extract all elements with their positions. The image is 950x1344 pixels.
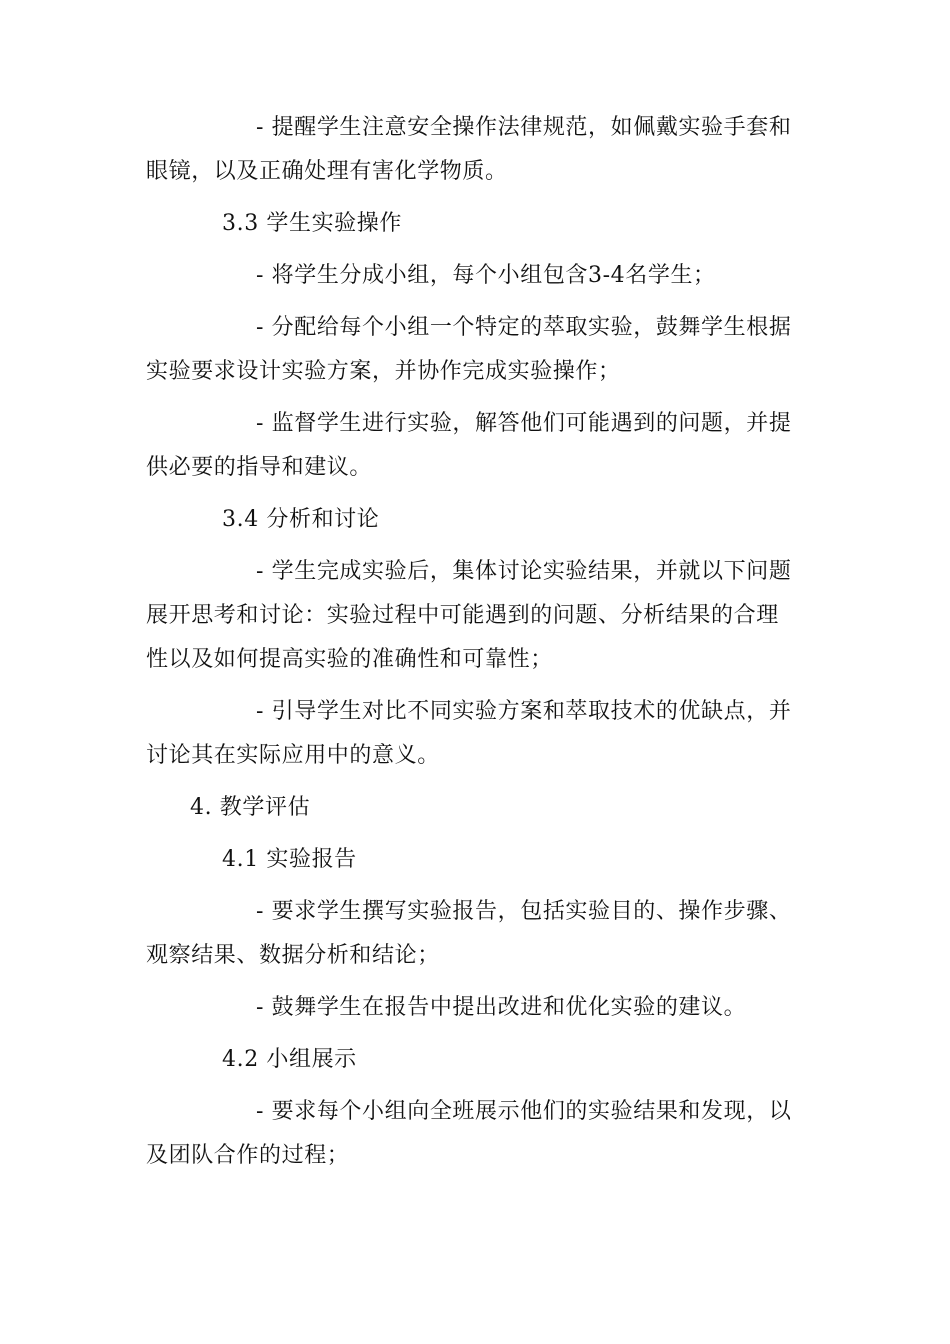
- paragraph-report-suggestions: - 鼓舞学生在报告中提出改进和优化实验的建议。: [256, 995, 747, 1020]
- paragraph-safety: - 提醒学生注意安全操作法律规范，如佩戴实验手套和眼镜，以及正确处理有害化学物质。: [146, 115, 792, 184]
- section-heading-4-1: 4.1 实验报告: [222, 847, 357, 872]
- paragraph-report-requirements: - 要求学生撰写实验报告，包括实验目的、操作步骤、观察结果、数据分析和结论；: [146, 899, 792, 968]
- paragraph-assign-experiment: - 分配给每个小组一个特定的萃取实验，鼓舞学生根据实验要求设计实验方案，并协作完成实验操作；: [146, 315, 792, 384]
- section-heading-3-3: 3.3 学生实验操作: [222, 211, 402, 236]
- paragraph-compare: - 引导学生对比不同实验方案和萃取技术的优缺点，并讨论其在实际应用中的意义。: [146, 699, 792, 768]
- section-heading-3-4: 3.4 分析和讨论: [222, 507, 380, 532]
- section-heading-4-2: 4.2 小组展示: [222, 1047, 357, 1072]
- paragraph-grouping: - 将学生分成小组，每个小组包含3-4名学生；: [256, 263, 716, 288]
- paragraph-supervise: - 监督学生进行实验，解答他们可能遇到的问题，并提供必要的指导和建议。: [146, 411, 792, 480]
- section-heading-4: 4. 教学评估: [190, 795, 311, 820]
- paragraph-group-presentation: - 要求每个小组向全班展示他们的实验结果和发现，以及团队合作的过程；: [146, 1099, 792, 1168]
- paragraph-discussion: - 学生完成实验后，集体讨论实验结果，并就以下问题展开思考和讨论：实验过程中可能遇到的问题、分析结果的合理性以及如何提高实验的准确性和可靠性；: [146, 559, 792, 672]
- document-body: [146, 106, 796, 1178]
